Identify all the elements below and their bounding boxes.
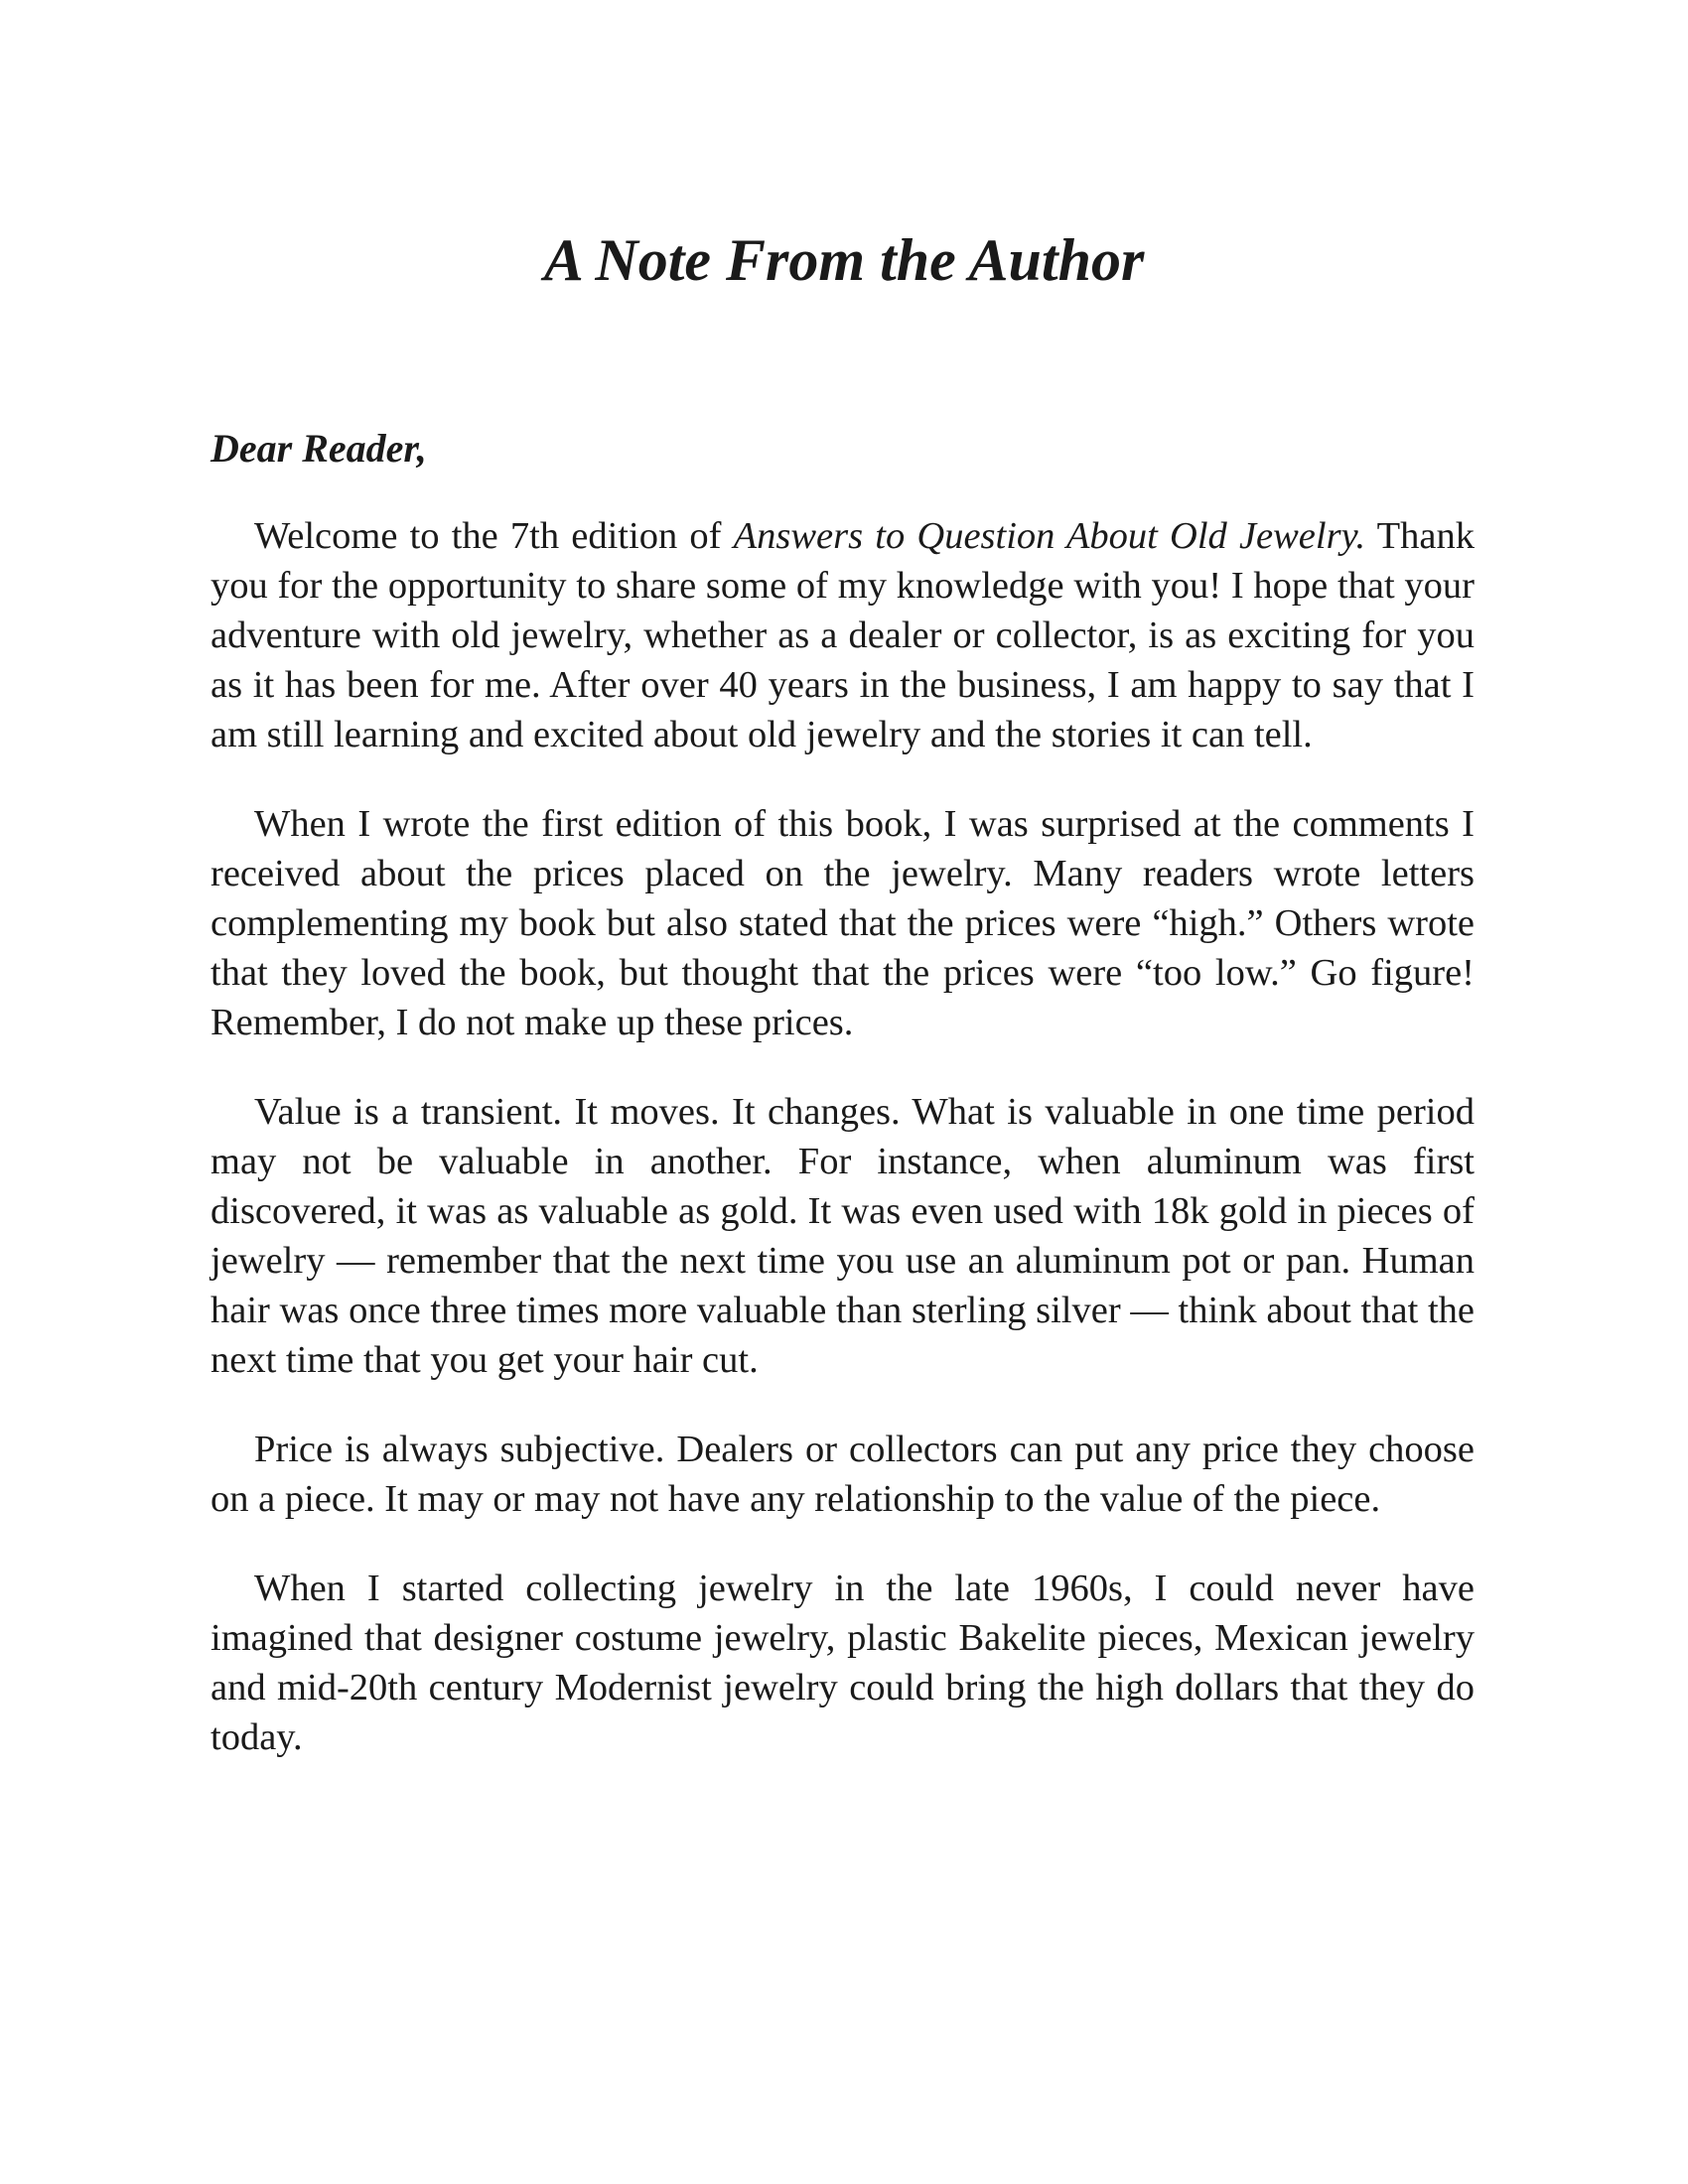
- page-title: A Note From the Author: [543, 227, 1145, 293]
- paragraph-price: Price is always subjective. Dealers or collectors can put any price they choose on a piece. It may or may not have any relationship to the value of the piece.: [211, 1429, 1475, 1520]
- paragraph-value: Value is a transient. It moves. It changes. What is valuable in one time period may not be valuable in another. For instance, when aluminum was first discovered, it was as valuable as gold. It was even used with 18k gold in pieces of jewelry — remember that the next time you use an aluminum pot or pan. Human hair was once three times more valuable than sterling silver — think about that the next time that you get your hair cut.: [211, 1091, 1475, 1381]
- salutation: Dear Reader,: [211, 426, 427, 471]
- letter-body: [211, 511, 1475, 1802]
- paragraph-welcome: [211, 511, 1475, 759]
- book-title: Answers to Question About Old Jewelry.: [733, 515, 1366, 557]
- paragraph-welcome-lead: Welcome to the 7th edition of: [254, 515, 734, 557]
- paragraph-collecting: When I started collecting jewelry in the late 1960s, I could never have imagined that designer costume jewelry, plastic Bakelite pieces, Mexican jewelry and mid-20th century Modernist jewelry could bring the high dollars that they do today.: [211, 1568, 1475, 1758]
- paragraph-welcome-rest: Thank you for the opportunity to share some of my knowledge with you! I hope that your adventure with old jewelry, whether as a dealer or collector, is as exciting for you as it has been for me. After over 40 years in the business, I am happy to say that I am still learning and excited about old jewelry and the stories it can tell.: [211, 515, 1475, 755]
- paragraph-first-edition: When I wrote the first edition of this book, I was surprised at the comments I received about the prices placed on the jewelry. Many readers wrote letters complementing my book but also stated that the prices were “high.” Others wrote that they loved the book, but thought that the prices were “too low.” Go figure! Remember, I do not make up these prices.: [211, 803, 1475, 1043]
